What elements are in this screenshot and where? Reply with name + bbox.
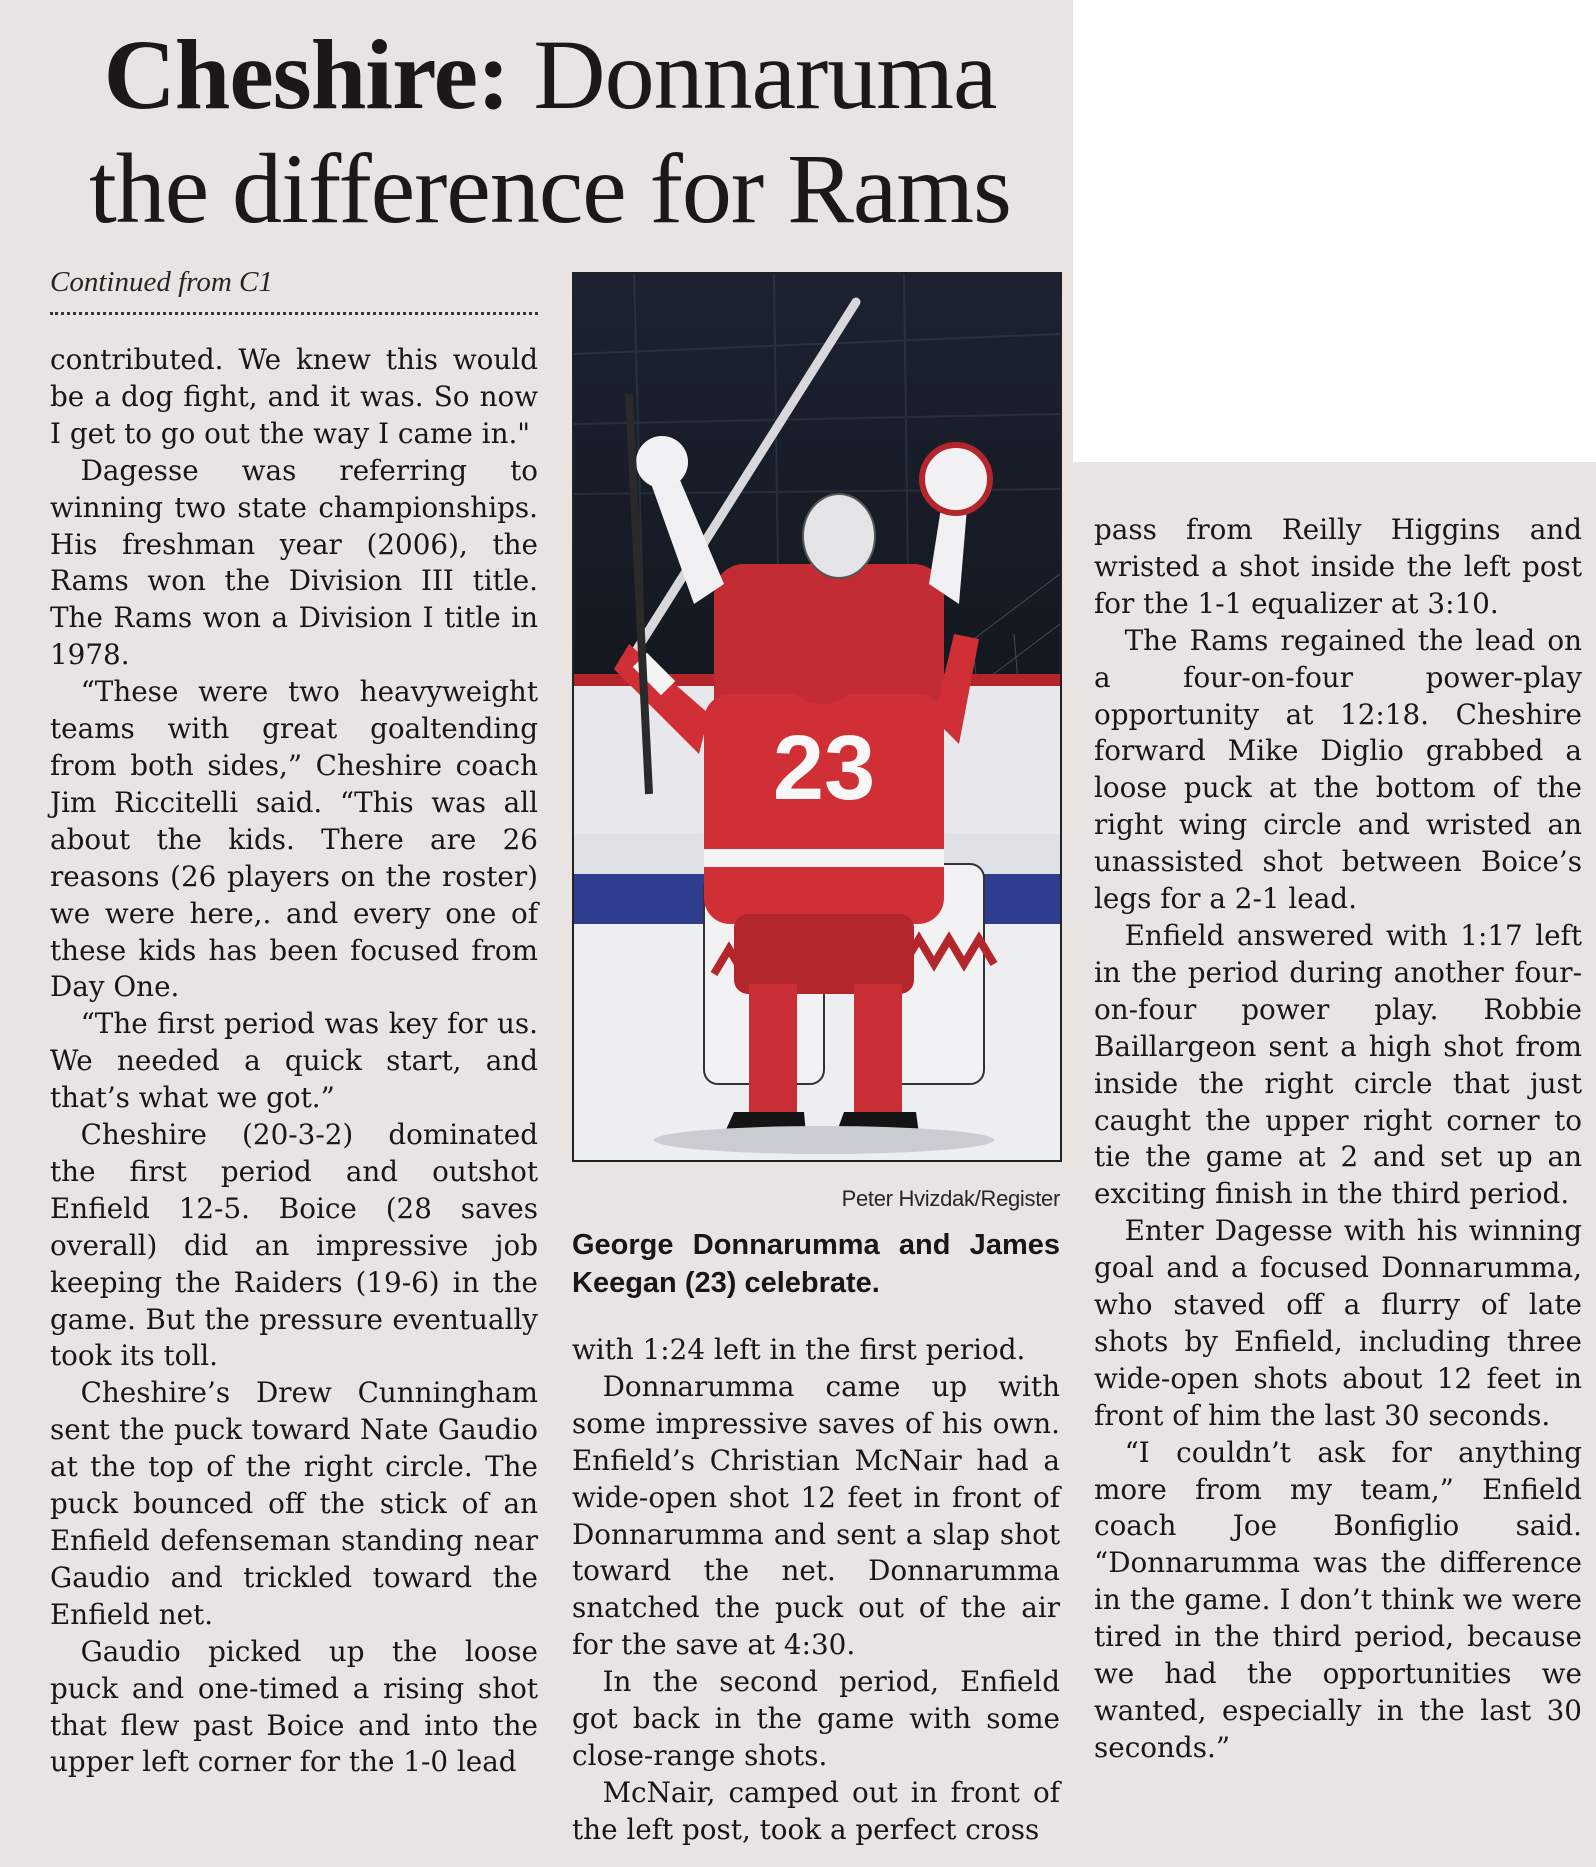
paragraph: McNair, camped out in front of the left post, took a perfect cross (572, 1775, 1060, 1846)
paragraph: Dagesse was referring to winning two state championships. His freshman year (2006), the Rams won the Division III title. The Rams won a Division I title in 1978. (50, 453, 538, 672)
article-column-2 (572, 1332, 1060, 1849)
skater-pants (734, 914, 914, 994)
goalie-glove (922, 445, 990, 513)
headline-line1-rest: Donnaruma (533, 19, 997, 130)
paragraph: with 1:24 left in the first period. (572, 1333, 1026, 1366)
goalie-helmet (803, 494, 875, 578)
paragraph: “These were two heavyweight teams with great goaltending from both sides,” Cheshire coach Jim Riccitelli said. “This was all about the kids. There are 26 reasons (26 players on the roster) we were here,. and every one of these kids has been focused from Day One. (50, 675, 538, 1004)
headline (40, 18, 1060, 246)
headline-lead: Cheshire: (103, 19, 510, 130)
hockey-celebration-photo (572, 272, 1062, 1162)
photo-caption: George Donnarumma and James Keegan (23) celebrate. (572, 1229, 1060, 1299)
paragraph: Cheshire (20-3-2) dominated the first period and outshot Enfield 12-5. Boice (28 saves overall) did an impressive job keeping the Raiders (19-6) in the game. But the pressure eventually took its toll. (50, 1118, 538, 1373)
photo-credit: Peter Hvizdak/Register (841, 1186, 1060, 1211)
paragraph: In the second period, Enfield got back in the game with some close-range shots. (572, 1665, 1060, 1772)
ice-shadow (654, 1126, 994, 1154)
article-column-1 (50, 342, 538, 1781)
paragraph: Enter Dagesse with his winning goal and a focused Donnarumma, who staved off a flurry of late shots by Enfield, including three wide-open shots about 12 feet in front of him the last 30 seconds. (1094, 1214, 1582, 1432)
paragraph: contributed. We knew this would be a dog fight, and it was. So now I get to go out the way I came in." (50, 343, 538, 450)
skater-helmet (784, 628, 860, 704)
paragraph: Enfield answered with 1:17 left in the period during another four-on-four power play. Robbie Baillargeon sent a high shot from inside the right circle that just caught the upper right corner to tie the game at 2 and set up an exciting finish in the third period. (1094, 918, 1582, 1211)
headline-line2: the difference for Rams (89, 133, 1011, 244)
jersey-stripe (704, 849, 944, 867)
paragraph: “I couldn’t ask for anything more from my team,” Enfield coach Joe Bonfiglio said. “Donnarumma was the difference in the game. I don’t think we were tired in the third period, because we had the opportunities we wanted, especially in the last 30 seconds.” (1094, 1435, 1582, 1764)
paragraph: Cheshire’s Drew Cunningham sent the puck toward Nate Gaudio at the top of the right circle. The puck bounced off the stick of an Enfield defenseman standing near Gaudio and trickled toward the Enfield net. (50, 1376, 538, 1631)
continued-from-label: Continued from C1 (50, 266, 273, 298)
paragraph: Donnarumma came up with some impressive saves of his own. Enfield’s Christian McNair had a wide-open shot 12 feet in front of Donnarumma and sent a slap shot toward the net. Donnarumma snatched the puck out of the air for the save at 4:30. (572, 1369, 1060, 1662)
article-column-3 (1094, 512, 1582, 1767)
skater-leg-left (749, 984, 797, 1114)
paragraph: pass from Reilly Higgins and wristed a shot inside the left post for the 1-1 equalizer at 3:10. (1094, 513, 1582, 620)
dotted-rule (50, 312, 538, 315)
paragraph: “The first period was key for us. We needed a quick start, and that’s what we got.” (50, 1007, 538, 1115)
paragraph: Gaudio picked up the loose puck and one-timed a rising shot that flew past Boice and into the upper left corner for the 1-0 lead (50, 1634, 538, 1779)
paragraph: The Rams regained the lead on a four-on-four power-play opportunity at 12:18. Cheshire forward Mike Diglio grabbed a loose puck at the bottom of the right wing circle and wristed an unassisted shot between Boice’s legs for a 2-1 lead. (1094, 623, 1582, 916)
skater-leg-right (854, 984, 902, 1114)
goalie-blocker (636, 436, 688, 488)
jersey-number: 23 (772, 717, 876, 819)
